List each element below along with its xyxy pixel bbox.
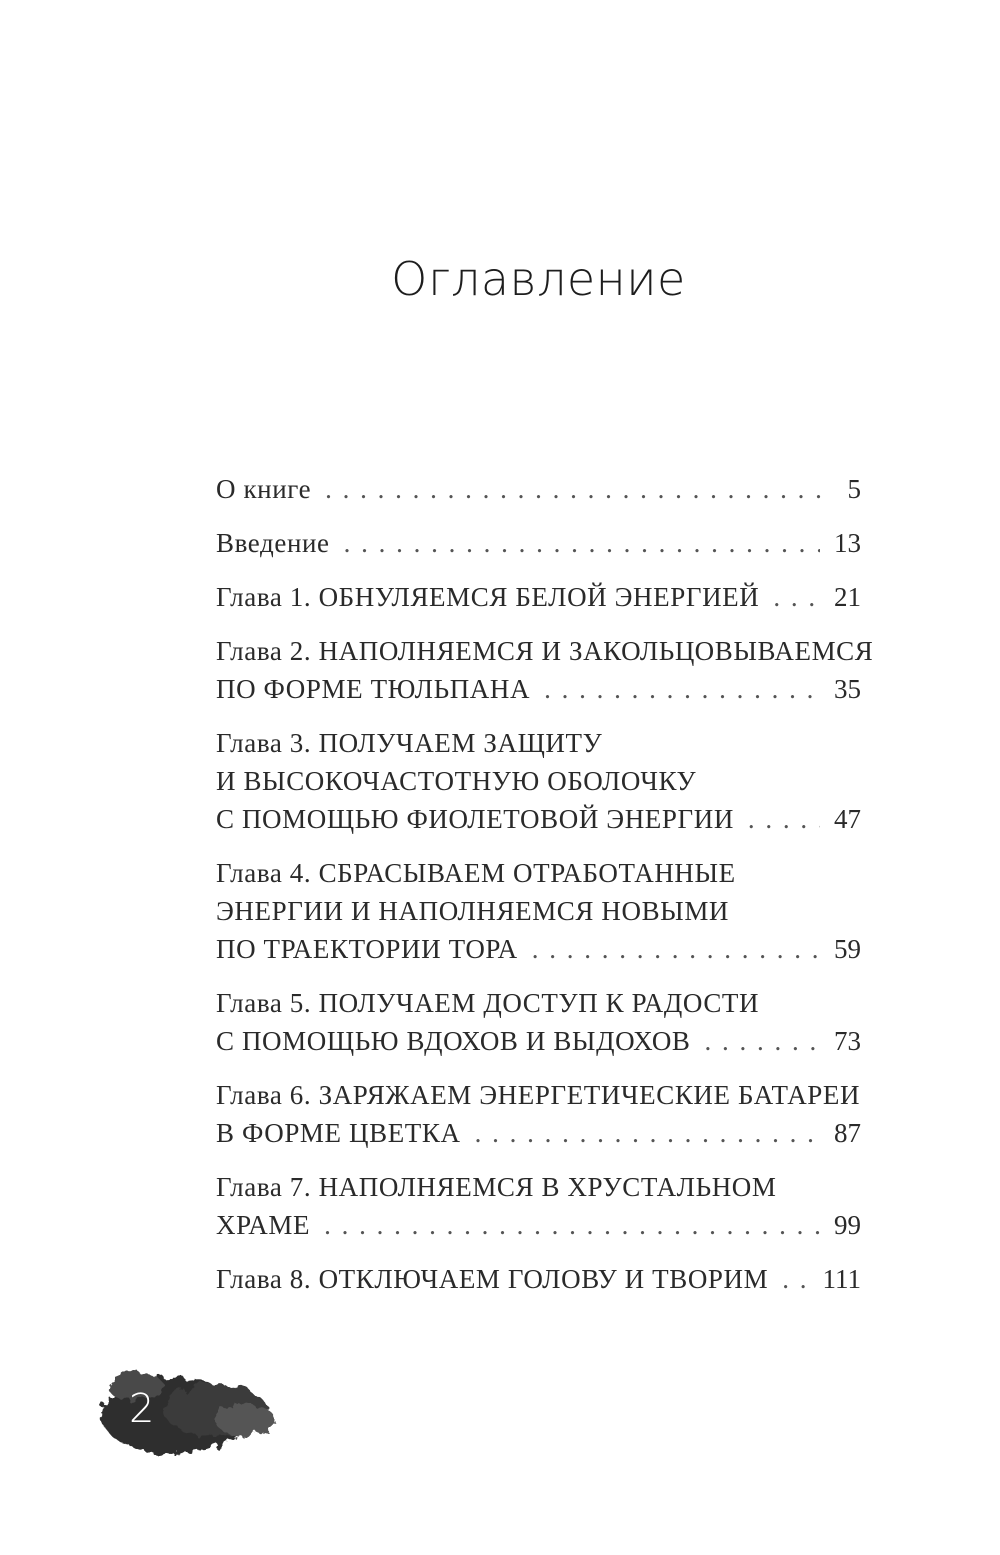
dot-leader (324, 1206, 820, 1244)
toc-entry-title: Глава 2. НАПОЛНЯЕМСЯ И ЗАКОЛЬЦОВЫВАЕМСЯ (216, 636, 874, 666)
toc-line (216, 1114, 861, 1152)
toc-entry-title: ПО ФОРМЕ ТЮЛЬПАНА (216, 674, 531, 704)
dot-leader (544, 670, 820, 708)
toc-line (216, 930, 861, 968)
toc-entry[interactable] (216, 470, 861, 508)
dot-leader (705, 1022, 820, 1060)
toc-line (216, 800, 861, 838)
toc-entry-title: ХРАМЕ (216, 1210, 311, 1240)
page-number-block (95, 1358, 285, 1468)
toc-entry-title: Глава 8. ОТКЛЮЧАЕМ ГОЛОВУ И ТВОРИМ (216, 1264, 769, 1294)
dot-leader (344, 524, 820, 562)
dot-leader (475, 1114, 820, 1152)
toc-entry-title: Введение (216, 528, 330, 558)
toc-line (216, 470, 861, 508)
page-title: Оглавление (391, 252, 686, 306)
toc-entry-title: Глава 4. СБРАСЫВАЕМ ОТРАБОТАННЫЕ (216, 858, 736, 888)
toc-page-number: 47 (834, 804, 861, 834)
toc-line (216, 524, 861, 562)
toc-entry[interactable] (216, 632, 874, 708)
toc-entry[interactable] (216, 524, 861, 562)
toc-line (216, 984, 861, 1022)
dot-leader (782, 1260, 808, 1298)
toc-entry[interactable] (216, 1076, 861, 1152)
toc-entry[interactable] (216, 724, 861, 838)
toc-entry[interactable] (216, 984, 861, 1060)
toc-entry[interactable] (216, 1260, 861, 1298)
toc-line (216, 632, 874, 670)
toc-page-number: 5 (847, 474, 861, 504)
toc-line (216, 1168, 861, 1206)
toc-page-number: 73 (834, 1026, 861, 1056)
toc-entry-title: Глава 5. ПОЛУЧАЕМ ДОСТУП К РАДОСТИ (216, 988, 760, 1018)
toc-page-number: 99 (834, 1210, 861, 1240)
toc-line (216, 854, 861, 892)
ink-blot-icon (95, 1358, 285, 1468)
toc-line (216, 1076, 861, 1114)
dot-leader (325, 470, 833, 508)
toc-entry-title: Глава 1. ОБНУЛЯЕМСЯ БЕЛОЙ ЭНЕРГИЕЙ (216, 582, 760, 612)
page-number: 2 (129, 1386, 155, 1432)
toc-line (216, 670, 861, 708)
toc-line (216, 578, 861, 616)
toc-line (216, 762, 861, 800)
dot-leader (532, 930, 820, 968)
toc-entry-title: ПО ТРАЕКТОРИИ ТОРА (216, 934, 518, 964)
toc-line (216, 892, 861, 930)
toc-line (216, 1206, 861, 1244)
toc-line (216, 1260, 861, 1298)
toc-entry-title: Глава 3. ПОЛУЧАЕМ ЗАЩИТУ (216, 728, 603, 758)
toc-entry[interactable] (216, 1168, 861, 1244)
toc-entry-title: И ВЫСОКОЧАСТОТНУЮ ОБОЛОЧКУ (216, 766, 697, 796)
toc-entry-title: С ПОМОЩЬЮ ФИОЛЕТОВОЙ ЭНЕРГИИ (216, 804, 734, 834)
toc-entry-title: С ПОМОЩЬЮ ВДОХОВ И ВЫДОХОВ (216, 1026, 691, 1056)
dot-leader (773, 578, 820, 616)
toc-entry-title: В ФОРМЕ ЦВЕТКА (216, 1118, 461, 1148)
table-of-contents (216, 470, 874, 1314)
dot-leader (748, 800, 820, 838)
toc-entry[interactable] (216, 854, 861, 968)
toc-entry-title: Глава 7. НАПОЛНЯЕМСЯ В ХРУСТАЛЬНОМ (216, 1172, 777, 1202)
toc-entry[interactable] (216, 578, 861, 616)
toc-line (216, 724, 861, 762)
toc-page-number: 87 (834, 1118, 861, 1148)
toc-entry-title: ЭНЕРГИИ И НАПОЛНЯЕМСЯ НОВЫМИ (216, 896, 730, 926)
toc-page-number: 13 (834, 528, 861, 558)
toc-entry-title: Глава 6. ЗАРЯЖАЕМ ЭНЕРГЕТИЧЕСКИЕ БАТАРЕИ (216, 1080, 861, 1110)
toc-page-number: 35 (834, 674, 861, 704)
toc-page-number: 111 (822, 1264, 861, 1294)
toc-line (216, 1022, 861, 1060)
toc-entry-title: О книге (216, 474, 312, 504)
toc-page-number: 21 (834, 582, 861, 612)
toc-page-number: 59 (834, 934, 861, 964)
